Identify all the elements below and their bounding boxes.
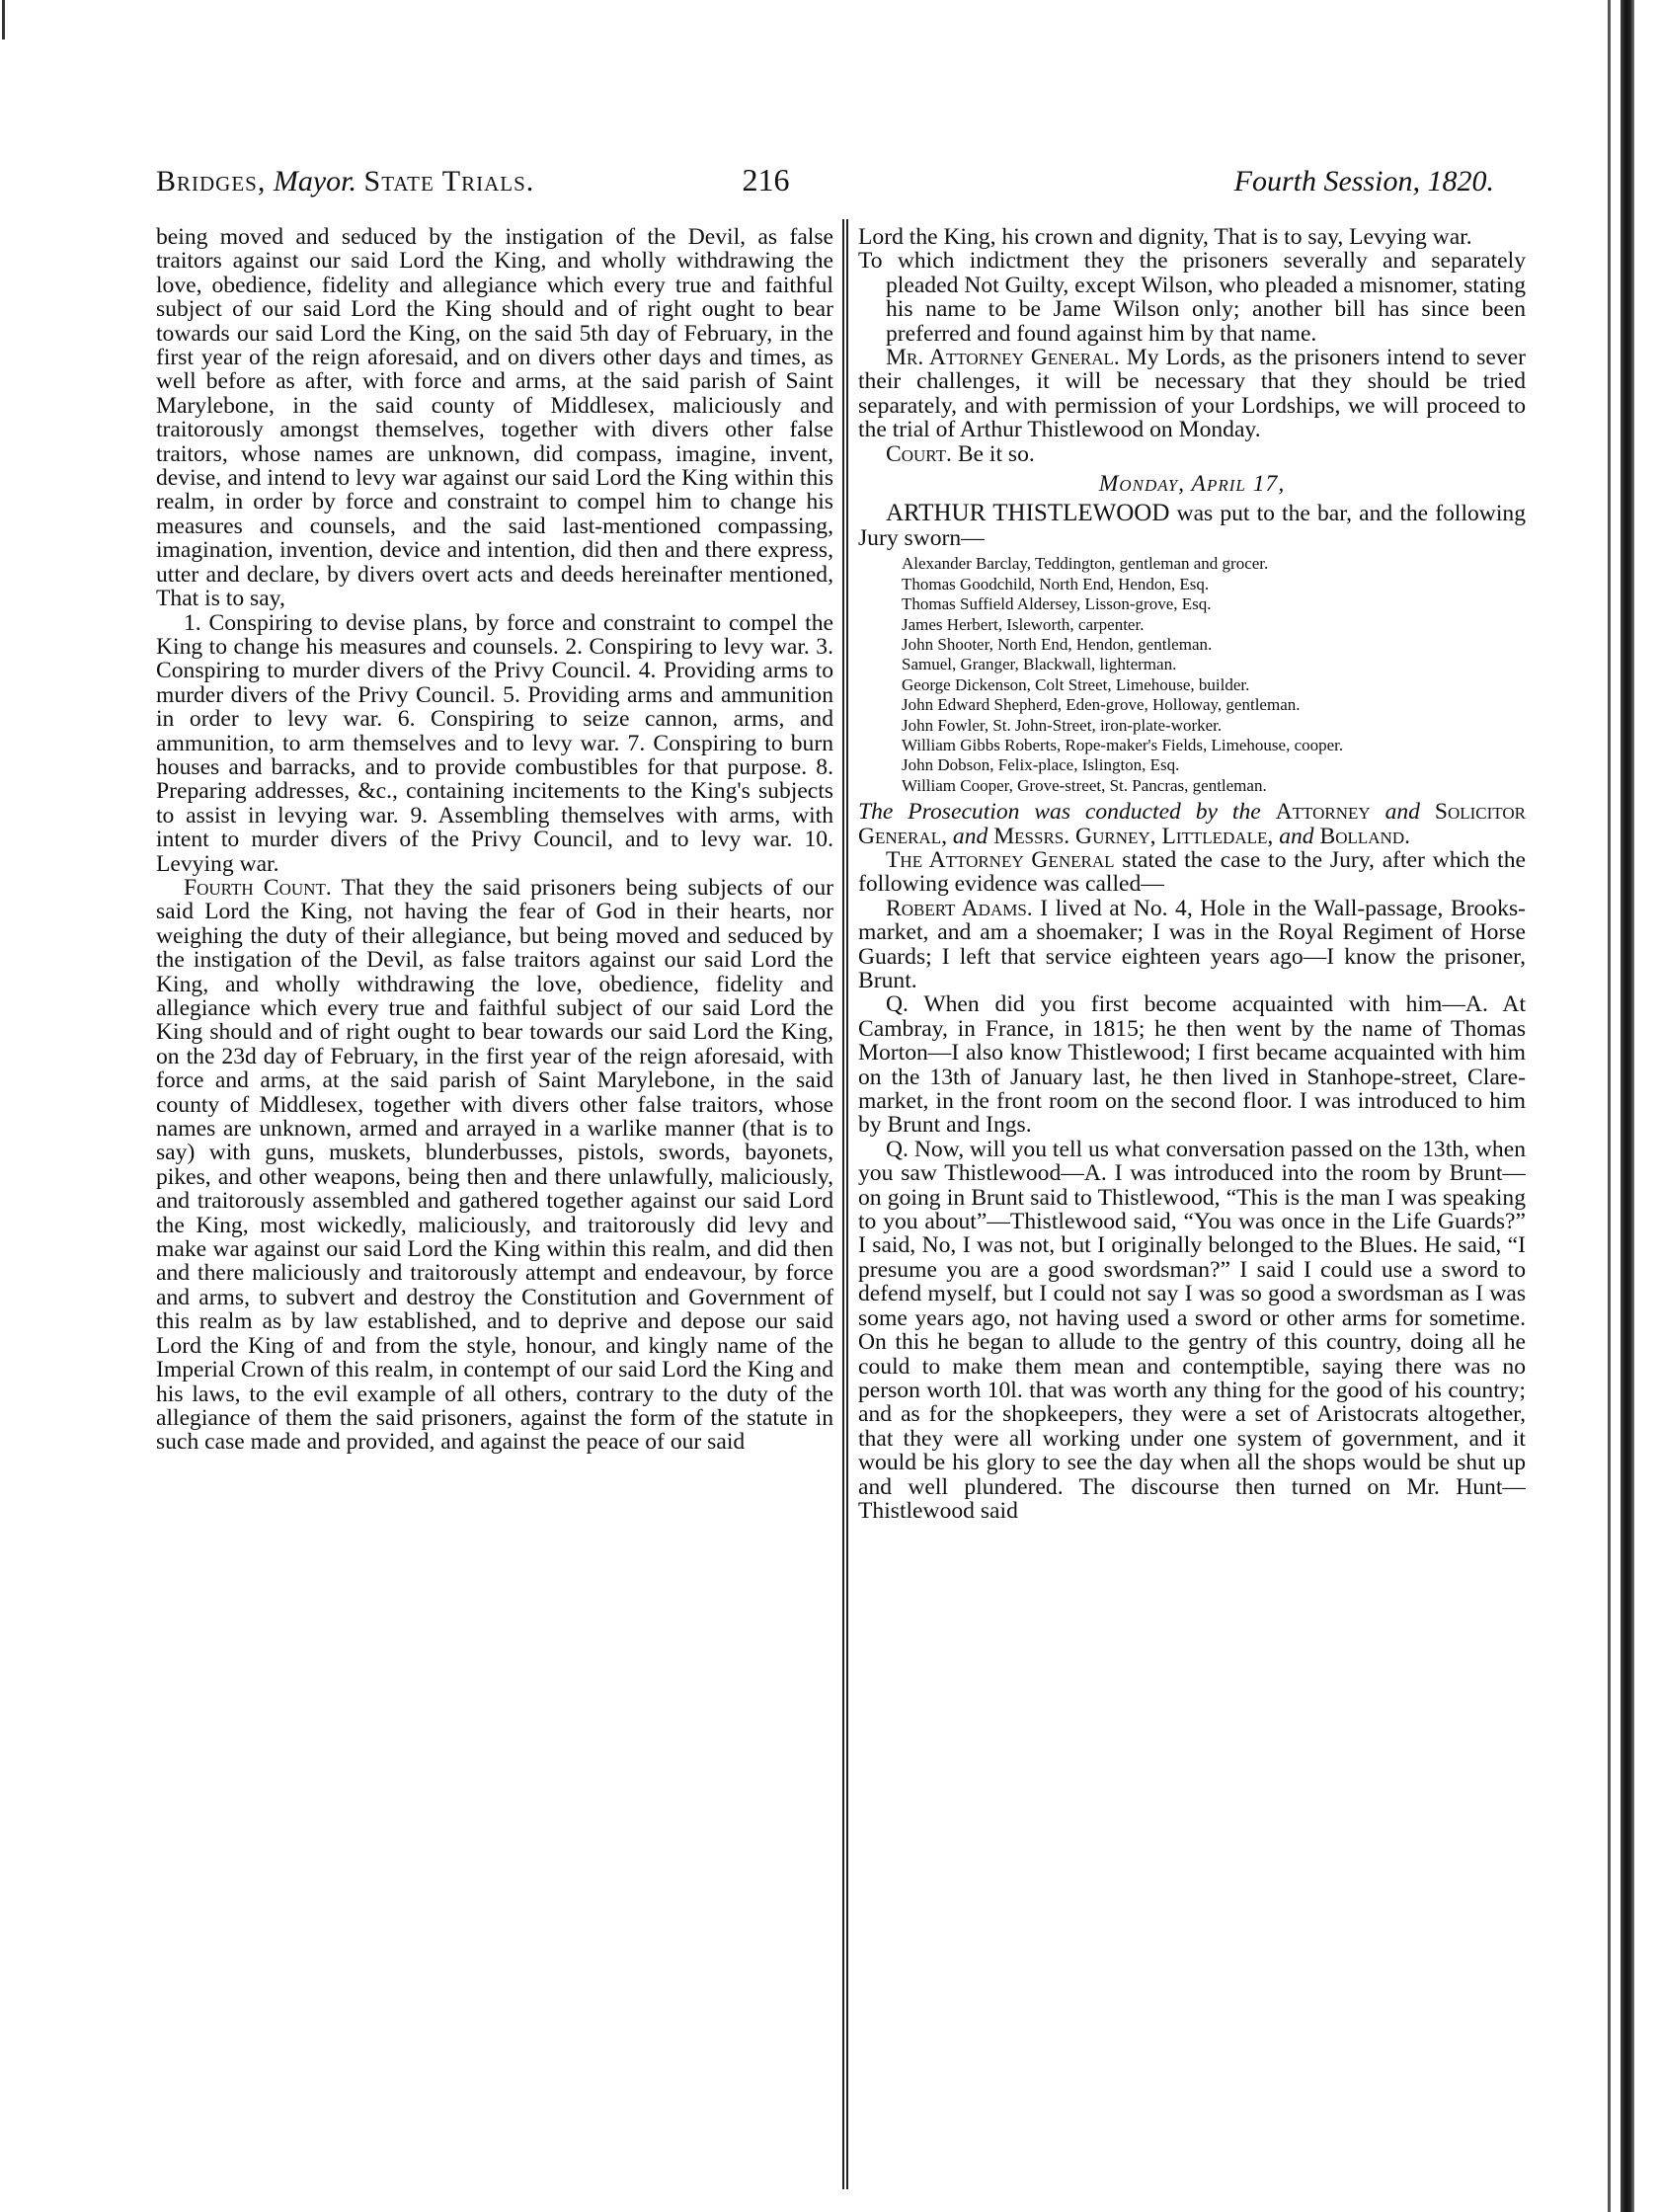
column-divider-line [842, 219, 844, 2189]
header-author: Bridges, [156, 165, 267, 198]
witness-name: Robert Adams. [886, 895, 1033, 921]
prosecution-name: Bolland. [1319, 823, 1410, 849]
scan-binding-edge [1620, 0, 1634, 2212]
plea-paragraph: To which indictment they the prisoners severally and separately pleaded Not Guilty, except Wilson, who pleaded a misnomer, stating his name to be Jame Wilson only; another bill has since been preferred and found against him by that name. [858, 248, 1526, 347]
date-heading: Monday, April 17, [1098, 471, 1286, 498]
juror: John Dobson, Felix-place, Islington, Esq. [902, 755, 1180, 775]
defendant-text: was put to the bar, and the following Jury sworn— [858, 501, 1526, 551]
defendant-paragraph [858, 502, 1526, 550]
juror: Thomas Suffield Aldersey, Lisson-grove, Esq. [902, 594, 1212, 614]
testimony-text: I lived at No. 4, Hole in the Wall-passage, Brooks-market, and am a shoemaker; I was in the Royal Regiment of Horse Guards; I left that service eighteen years ago—I know the prisoner, Brunt. [858, 895, 1526, 993]
indictment-paragraph: being moved and seduced by the instigation of the Devil, as false traitors against our said Lord the King, and wholly withdrawing the love, obedience, fidelity and allegiance which every true and faithful subject of our said Lord the King should and of right ought to bear towards our said Lord the King, on the said 5th day of February, in the first year of the reign aforesaid, and on divers other days and times, as well before as after, with force and arms, at the said parish of Saint Marylebone, in the said county of Middlesex, maliciously and traitorously amongst themselves, together with divers other false traitors, whose names are unknown, did compass, imagine, invent, devise, and intend to levy war against our said Lord the King within this realm, in order by force and constraint to compel him to change his measures and counsels, and the said last-mentioned compassing, imagination, invention, device and intention, did then and there express, utter and declare, by divers overt acts and deeds hereinafter mentioned, That is to say, [156, 225, 833, 612]
prosecution-name: Messrs. Gurney, Littledale, [993, 823, 1274, 849]
prosecution-name: Attorney [1275, 799, 1371, 826]
header-left [156, 165, 534, 198]
header-office: Mayor. [273, 165, 357, 198]
scan-edge-line [1608, 0, 1611, 2212]
court-statement [858, 442, 1526, 466]
overt-acts-list: 1. Conspiring to devise plans, by force and constraint to compel the King to change his measures and counsels. 2. Conspiring to levy war. 3. Conspiring to murder divers of the Privy Council. 4. Providing arms to murder divers of the Privy Council. 5. Providing arms and ammunition in order to levy war. 6. Conspiring to seize cannon, arms, and ammunition, to arm themselves and to levy war. 7. Conspiring to burn houses and barracks, and to provide combustibles for that purpose. 8. Preparing addresses, &c., containing incitements to the King's subjects to assist in levying war. 9. Assembling themselves with arms, with intent to murder divers of the Privy Council, and to levy war. 10. Levying war. [156, 609, 833, 877]
juror: George Dickenson, Colt Street, Limehouse, builder. [902, 674, 1250, 694]
prosecution-text: and [1279, 823, 1314, 849]
juror: James Herbert, Isleworth, carpenter. [902, 614, 1145, 634]
question-answer: Q. When did you first become acquainted with him—A. At Cambray, in France, in 1815; he then went by the name of Thomas Morton—I also know Thistlewood; I first became acquainted with him on the 13th of January last, he then lived in Stanhope-street, Clare-market, in the front room on the second floor. I was introduced to him by Brunt and Ings. [858, 991, 1526, 1139]
column-divider-line [846, 219, 848, 2189]
running-header [156, 162, 1494, 201]
scan-mark [2, 0, 5, 40]
fourth-count-label: Fourth Count. [184, 874, 332, 901]
header-session: Fourth Session, 1820. [1233, 165, 1494, 198]
statement-text: My Lords, as the prisoners intend to sever their challenges, it will be necessary that they should be tried separately, and with permission of your Lordships, we will proceed to the trial of Arthur Thistlewood on Monday. [858, 345, 1526, 443]
statement-text: stated the case to the Jury, after which the following evidence was called— [858, 846, 1526, 898]
prosecution-note [858, 800, 1526, 848]
header-series: State Trials. [363, 165, 535, 198]
right-column [858, 225, 1526, 2185]
prosecution-text: and [1384, 799, 1420, 826]
juror: William Gibbs Roberts, Rope-maker's Fields, Limehouse, cooper. [902, 735, 1344, 754]
juror: John Edward Shepherd, Eden-grove, Holloway, gentleman. [902, 695, 1301, 715]
juror: Samuel, Granger, Blackwall, lighterman. [902, 655, 1177, 674]
speaker-label: Mr. Attorney General. [886, 345, 1120, 371]
juror: John Fowler, St. John-Street, iron-plate-worker. [902, 715, 1223, 735]
prosecution-name: Solicitor General, [858, 799, 1526, 849]
speaker-label: The Attorney General [886, 846, 1115, 873]
page-number: 216 [742, 162, 790, 198]
speaker-label: Court. [886, 440, 952, 467]
statement-text: Be it so. [957, 440, 1035, 467]
indictment-continuation: Lord the King, his crown and dignity, That is to say, Levying war. [858, 225, 1472, 250]
juror: Thomas Goodchild, North End, Hendon, Esq. [902, 574, 1210, 593]
fourth-count-paragraph [156, 876, 833, 1455]
prosecution-text: The Prosecution was conducted by the [858, 799, 1261, 826]
jury-list [902, 554, 1526, 796]
fourth-count-text: That they the said prisoners being subjects of our said Lord the King, not having the fear of God in their hearts, nor weighing the duty of their allegiance, but being moved and seduced by the instigation of the Devil, as false traitors against our said Lord the King, and wholly withdrawing the love, obedience, fidelity and allegiance which every true and faithful subject of our said Lord the King should and of right ought to bear towards our said Lord the King, on the 23d day of February, in the first year of the reign aforesaid, with force and arms, at the said parish of Saint Marylebone, in the said county of Middlesex, together with divers other false traitors, whose names are unknown, armed and arrayed in a warlike manner (that is to say) with guns, muskets, blunderbusses, pistols, swords, bayonets, pikes, and other weapons, being then and there unlawfully, maliciously, and traitorously assembled and gathered together against our said Lord the King, most wickedly, maliciously, and traitorously did levy and make war against our said Lord the King within this realm, and did then and there maliciously and traitorously attempt and endeavour, by force and arms, to subvert and destroy the Constitution and Government of this realm as by law established, and to deprive and depose our said Lord the King of and from the style, honour, and kingly name of the Imperial Crown of this realm, in contempt of our said Lord the King and his laws, to the evil example of all others, contrary to the duty of the allegiance of them the said prisoners, against the form of the statute in such case made and provided, and against the peace of our said [156, 874, 833, 1456]
juror: William Cooper, Grove-street, St. Pancras, gentleman. [902, 775, 1267, 795]
question-answer: Q. Now, will you tell us what conversation passed on the 13th, when you saw Thistlewood—A. I was introduced into the room by Brunt—on going in Brunt said to Thistlewood, “This is the man I was speaking to you about”—Thistlewood said, “You was once in the Life Guards?” I said, No, I was not, but I originally belonged to the Blues. He said, “I presume you are a good swordsman?” I said I could use a sword to defend myself, but I could not say I was so good a swordsman as I was some years ago, not having used a sword or other arms for sometime. On this he began to allude to the gentry of this country, doing all he could to make them mean and contemptible, saying there was no person worth 10l. that was worth any thing for the good of his country; and as for the shopkeepers, they were a set of Aristocrats altogether, that they were all working under one system of government, and it would be his glory to see the day when all the shops would be shut up and well plundered. The discourse then turned on Mr. Hunt—Thistlewood said [858, 1136, 1526, 1524]
defendant-name: ARTHUR THISTLEWOOD [886, 500, 1170, 527]
left-column [156, 225, 833, 2185]
juror: John Shooter, North End, Hendon, gentleman. [902, 634, 1213, 654]
juror: Alexander Barclay, Teddington, gentleman and grocer. [902, 554, 1269, 574]
case-statement [858, 848, 1526, 897]
prosecution-text: and [952, 823, 988, 849]
attorney-general-statement [858, 346, 1526, 442]
witness-testimony [858, 897, 1526, 993]
